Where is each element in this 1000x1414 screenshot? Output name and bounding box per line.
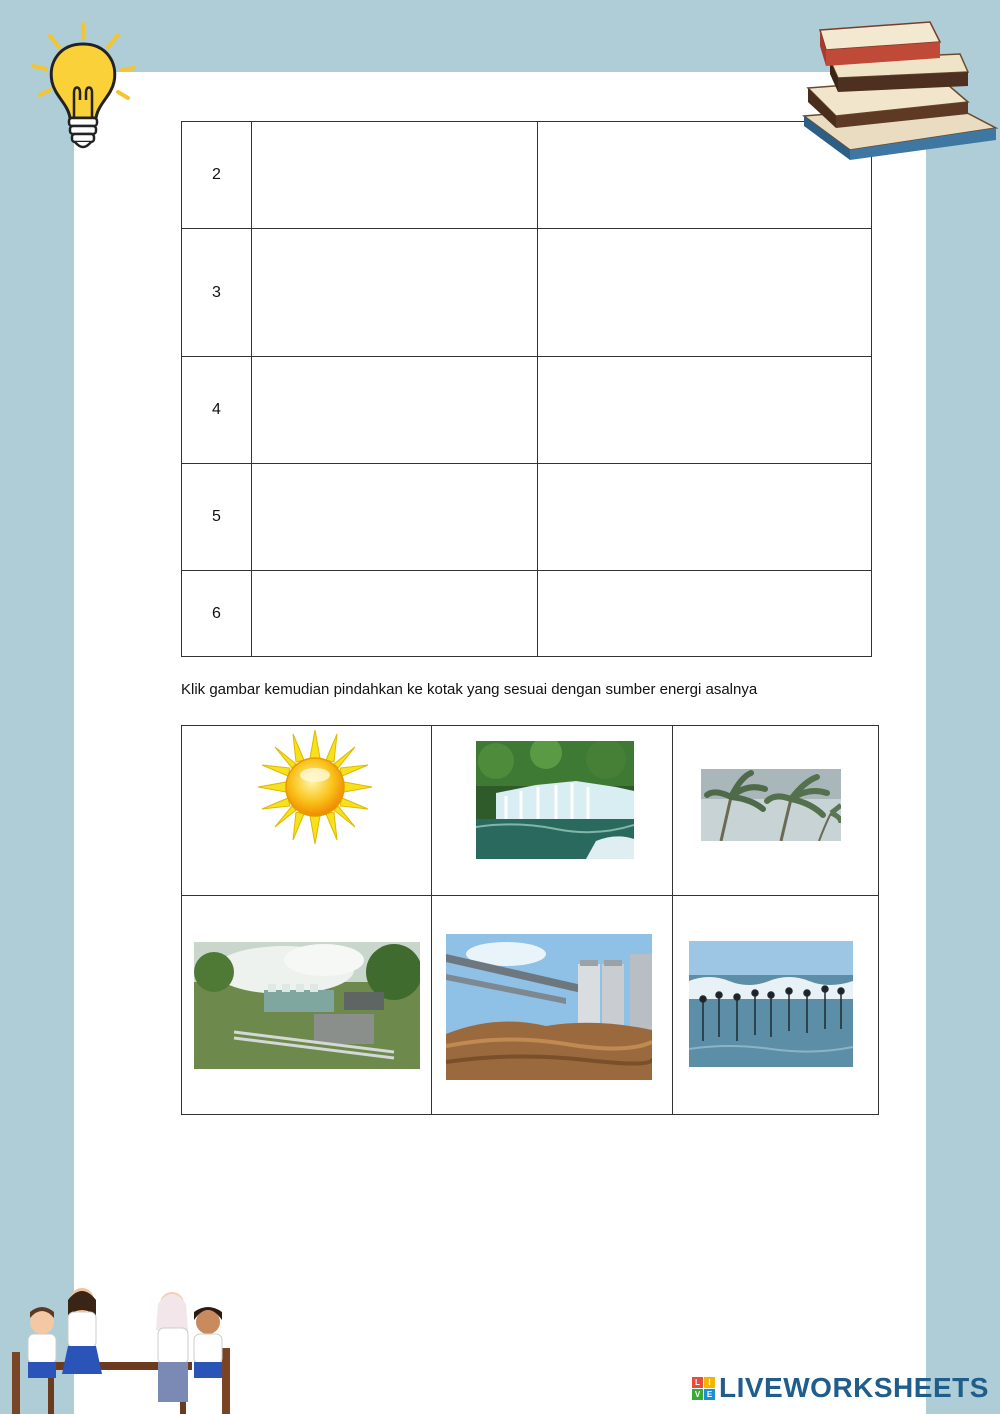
image-table (181, 725, 879, 1115)
answer-cell[interactable] (252, 357, 538, 464)
instruction-text: Klik gambar kemudian pindahkan ke kotak yang sesuai dengan sumber energi asalnya (181, 681, 758, 698)
answer-cell[interactable] (252, 464, 538, 571)
windy-palm-trees-image[interactable] (701, 769, 841, 841)
answer-cell[interactable] (538, 357, 872, 464)
table-row (182, 229, 872, 357)
logo-mark-letter: L (692, 1377, 703, 1388)
light-bulb-icon (28, 20, 144, 156)
waterfall-image[interactable] (476, 741, 634, 859)
image-cell (672, 726, 878, 896)
table-row (182, 357, 872, 464)
row-number: 2 (182, 122, 252, 229)
table-row (182, 896, 879, 1115)
row-number: 3 (182, 229, 252, 357)
image-cell (432, 896, 672, 1115)
wave-energy-turbines-image[interactable] (689, 941, 853, 1068)
answer-cell[interactable] (252, 571, 538, 657)
table-row (182, 464, 872, 571)
liveworksheets-logo (692, 1372, 989, 1404)
table-row (182, 726, 879, 896)
answer-cell[interactable] (252, 122, 538, 229)
biomass-plant-image[interactable] (446, 934, 652, 1080)
logo-mark-letter: E (704, 1389, 715, 1400)
table-row (182, 571, 872, 657)
row-number: 5 (182, 464, 252, 571)
sun-image[interactable] (258, 730, 372, 844)
answer-table (181, 121, 872, 657)
logo-mark-letter: I (704, 1377, 715, 1388)
geothermal-plant-image[interactable] (194, 942, 420, 1069)
books-stack-icon (800, 12, 1000, 160)
answer-cell[interactable] (252, 229, 538, 357)
students-illustration (12, 1282, 234, 1414)
row-number: 4 (182, 357, 252, 464)
logo-mark-icon (692, 1377, 715, 1400)
answer-cell[interactable] (538, 464, 872, 571)
image-cell (432, 726, 672, 896)
image-cell (182, 896, 432, 1115)
answer-cell[interactable] (538, 229, 872, 357)
image-cell (182, 726, 432, 896)
logo-text: LIVEWORKSHEETS (719, 1372, 989, 1403)
row-number: 6 (182, 571, 252, 657)
image-cell (672, 896, 878, 1115)
answer-cell[interactable] (538, 571, 872, 657)
table-row (182, 122, 872, 229)
logo-mark-letter: V (692, 1389, 703, 1400)
